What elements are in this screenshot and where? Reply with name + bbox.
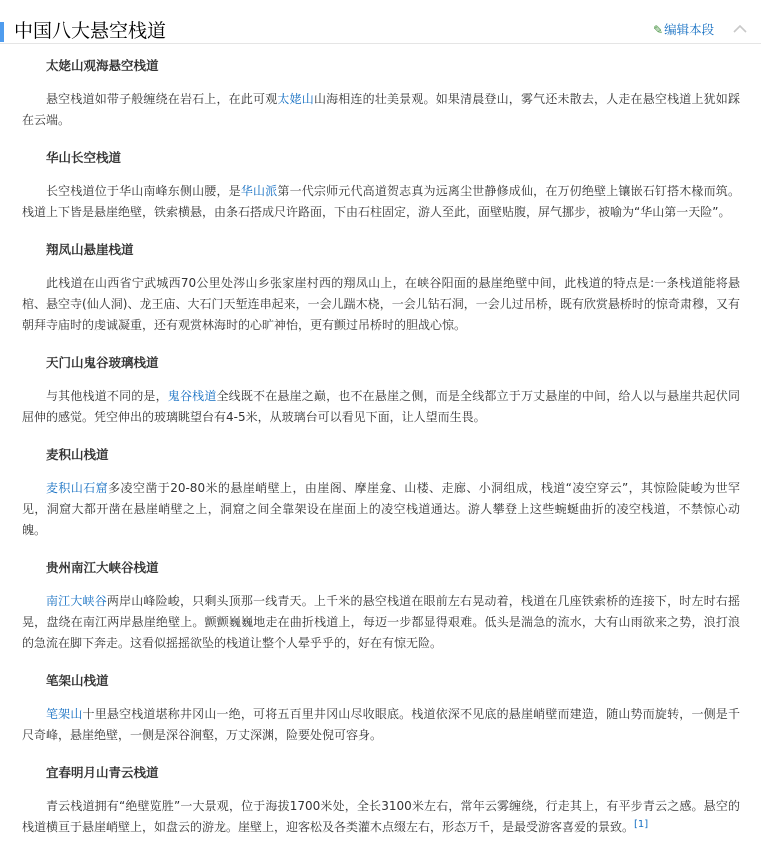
section-title: 笔架山栈道 — [46, 673, 109, 688]
paragraph-text: 山海相连的壮美景观。如果清晨登山，雾气还未散去，人走在悬空栈道上犹如踩在云端。 — [22, 92, 740, 127]
link-taimushan[interactable]: 太姥山 — [277, 92, 314, 106]
section-paragraph — [22, 704, 740, 746]
section-paragraph — [22, 796, 740, 838]
section-paragraph — [22, 89, 740, 131]
paragraph-text: 全线既不在悬崖之巅，也不在悬崖之侧，而是全线都立于万丈悬崖的中间，给人以与悬崖共起伏同屈伸的感觉。凭空伸出的玻璃眺望台有4-5米，从玻璃台可以看见下面，让人望而生畏。 — [22, 389, 740, 424]
section-title: 贵州南江大峡谷栈道 — [46, 560, 159, 575]
paragraph-text: 悬空栈道如带子般缠绕在岩石上，在此可观 — [46, 92, 278, 106]
paragraph-text: 长空栈道位于华山南峰东侧山腰，是 — [46, 184, 241, 198]
section-mingyueshan — [22, 764, 740, 838]
section-title: 太姥山观海悬空栈道 — [46, 58, 159, 73]
section-paragraph — [22, 181, 740, 223]
section-paragraph — [22, 478, 740, 541]
link-nanjiang-daxiagu[interactable]: 南江大峡谷 — [46, 594, 107, 608]
paragraph-text: 与其他栈道不同的是， — [46, 389, 168, 403]
section-nanjiang — [22, 559, 740, 654]
section-paragraph — [22, 591, 740, 654]
edit-section-button[interactable] — [653, 22, 714, 38]
link-bijiashan[interactable]: 笔架山 — [46, 707, 83, 721]
article-content — [22, 44, 740, 838]
link-guigu-zhandao[interactable]: 鬼谷栈道 — [167, 389, 217, 403]
paragraph-text: 两岸山峰险峻，只剩头顶那一线青天。上千米的悬空栈道在眼前左右晃动着，栈道在几座铁索桥的连接下，时左时右摇晃，盘绕在南江两岸悬崖绝壁上。颤颤巍巍地走在曲折栈道上，每迈一步都显得艰难。低头是湍急的流水，大有山雨欲来之势，浪打浪的急流在脚下奔走。这看似摇摇欲坠的栈道让整个人晕乎乎的，好在有惊无险。 — [22, 594, 740, 650]
section-tianmenshan — [22, 354, 740, 428]
paragraph-text: 第一代宗师元代高道贺志真为远离尘世静修成仙，在万仞绝壁上镶嵌石钉搭木椽而筑。栈道上下皆是悬崖绝壁，铁索横悬，由条石搭成尺许路面，下由石柱固定，游人至此，面壁贴腹，屏气挪步，被喻为“华山第一天险”。 — [22, 184, 740, 219]
link-huashanpai[interactable]: 华山派 — [240, 184, 278, 198]
section-bijiashan — [22, 672, 740, 746]
paragraph-text: 十里悬空栈道堪称井冈山一绝，可将五百里井冈山尽收眼底。栈道依深不见底的悬崖峭壁而建造，随山势而旋转，一侧是千尺奇峰，悬崖绝壁，一侧是深谷涧壑，万丈深渊，险要处倪可容身。 — [22, 707, 740, 742]
section-title: 翔凤山悬崖栈道 — [46, 242, 134, 257]
reference-link[interactable]: [1] — [634, 819, 649, 830]
edit-section-label: 编辑本段 — [664, 22, 715, 37]
paragraph-text: 多凌空凿于20-80米的悬崖峭壁上，由崖阁、摩崖龛、山楼、走廊、小洞组成，栈道“凌空穿云”，其惊险陡峻为世罕见，洞窟大都开凿在悬崖峭壁之上，洞窟之间全靠架设在崖面上的凌空栈道通达。游人攀登上这些蜿蜒曲折的凌空栈道，不禁惊心动魄。 — [22, 481, 740, 537]
section-title: 天门山鬼谷玻璃栈道 — [46, 355, 159, 370]
section-paragraph: 此栈道在山西省宁武城西70公里处涔山乡张家崖村西的翔凤山上，在峡谷阳面的悬崖绝壁中间，此栈道的特点是:一条栈道能将悬棺、悬空寺(仙人洞)、龙王庙、大石门天堑连串起来，一会儿踹木桡，一会儿钻石洞，一会儿过吊桥，既有欣赏悬桥时的惊奇肃穆，又有朝拜寺庙时的虔诚凝重，还有观赏林海时的心旷神怡，更有颤过吊桥时的胆战心惊。 — [22, 276, 740, 332]
link-maijishan-shiku[interactable]: 麦积山石窟 — [46, 481, 109, 495]
section-paragraph — [22, 386, 740, 428]
section-huashan — [22, 149, 740, 223]
section-title: 华山长空栈道 — [46, 150, 122, 165]
section-title: 麦积山栈道 — [46, 447, 109, 462]
section-maijishan — [22, 446, 740, 541]
section-taimushan — [22, 57, 740, 131]
paragraph-text: 青云栈道拥有“绝壁览胜”一大景观，位于海拔1700米处，全长3100米左右，常年云雾缠绕，行走其上，有平步青云之感。悬空的栈道横亘于悬崖峭壁上，如盘云的游龙。崖壁上，迎客松及各类灌木点缀左右，形态万千，是最受游客喜爱的景致。 — [22, 799, 740, 834]
pencil-icon: ✎ — [653, 23, 664, 37]
chevron-up-icon[interactable] — [733, 23, 747, 35]
header-accent-bar — [0, 22, 4, 42]
section-xiangfengshan — [22, 241, 740, 336]
page-title: 中国八大悬空栈道 — [14, 20, 167, 42]
section-header — [0, 0, 761, 44]
section-title: 宜春明月山青云栈道 — [46, 765, 159, 780]
